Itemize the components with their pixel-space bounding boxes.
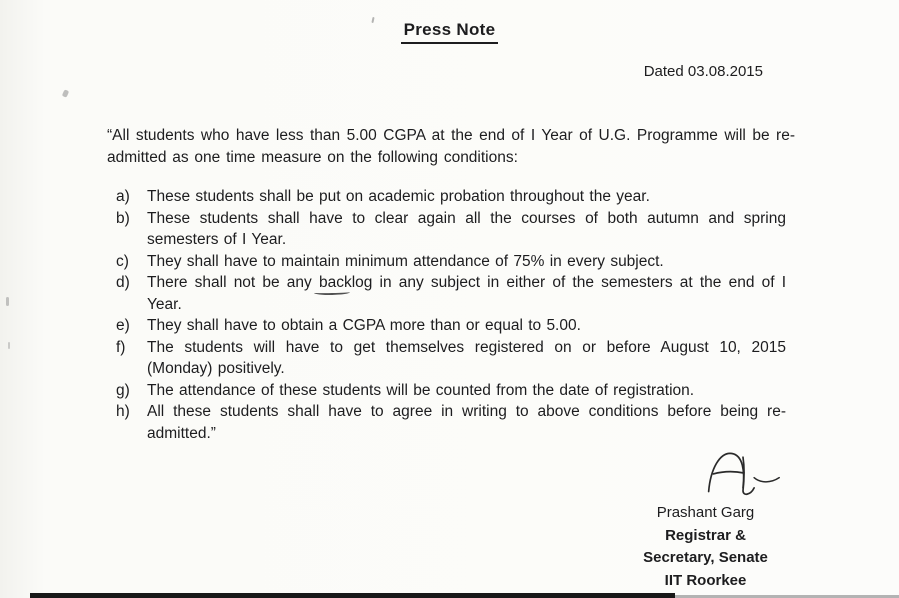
list-item-text: These students shall be put on academic probation throughout the year. <box>147 188 650 205</box>
list-item-label: b) <box>116 209 130 227</box>
handwritten-signature-icon <box>701 447 785 499</box>
list-item-label: c) <box>116 252 129 270</box>
list-item <box>116 337 786 380</box>
list-item-text: The students will have to get themselves registered on or before August 10, 2015 (Monday) positively. <box>147 338 786 377</box>
list-item-label: g) <box>116 381 130 399</box>
document-date: Dated 03.08.2015 <box>643 63 763 80</box>
list-item-label: d) <box>116 274 130 291</box>
signatory-designation-line1: Registrar & <box>665 526 746 544</box>
list-item-label: f) <box>116 338 126 356</box>
document-title: Press Note <box>401 20 499 44</box>
list-item-label: a) <box>116 188 130 205</box>
list-item <box>116 401 786 444</box>
list-item-text: There shall not be any backlog in any subject in either of the semesters at the end of I Year. <box>147 274 786 313</box>
conditions-list <box>116 186 786 444</box>
list-item-text: All these students shall have to agree in writing to above conditions before being re-admitted.” <box>147 403 786 442</box>
list-item-text: They shall have to obtain a CGPA more than or equal to 5.00. <box>147 317 581 334</box>
signature-block <box>608 447 803 592</box>
list-item-text: The attendance of these students will be counted from the date of registration. <box>147 381 695 399</box>
signatory-designation-line2: Secretary, Senate <box>643 549 768 566</box>
signatory-name: Prashant Garg <box>656 504 755 521</box>
scan-edge-dark <box>30 593 675 598</box>
list-item-label: e) <box>116 317 130 334</box>
list-item <box>116 315 786 337</box>
list-item-label: h) <box>116 403 130 420</box>
scan-speck <box>8 342 10 349</box>
scan-speck <box>62 89 69 97</box>
signatory-organization: IIT Roorkee <box>664 571 747 589</box>
list-item <box>116 251 786 273</box>
intro-paragraph: “All students who have less than 5.00 CGPA at the end of I Year of U.G. Programme will be re-admitted as one time measure on the following conditions: <box>107 127 795 166</box>
list-item-text: These students shall have to clear again all the courses of both autumn and spring semesters of I Year. <box>147 209 786 248</box>
list-item <box>116 208 786 251</box>
list-item-text: They shall have to maintain minimum attendance of 75% in every subject. <box>147 252 664 270</box>
list-item <box>116 272 786 315</box>
title-row <box>0 20 899 44</box>
list-item <box>116 380 786 402</box>
list-item <box>116 186 786 208</box>
scan-speck <box>6 297 9 306</box>
